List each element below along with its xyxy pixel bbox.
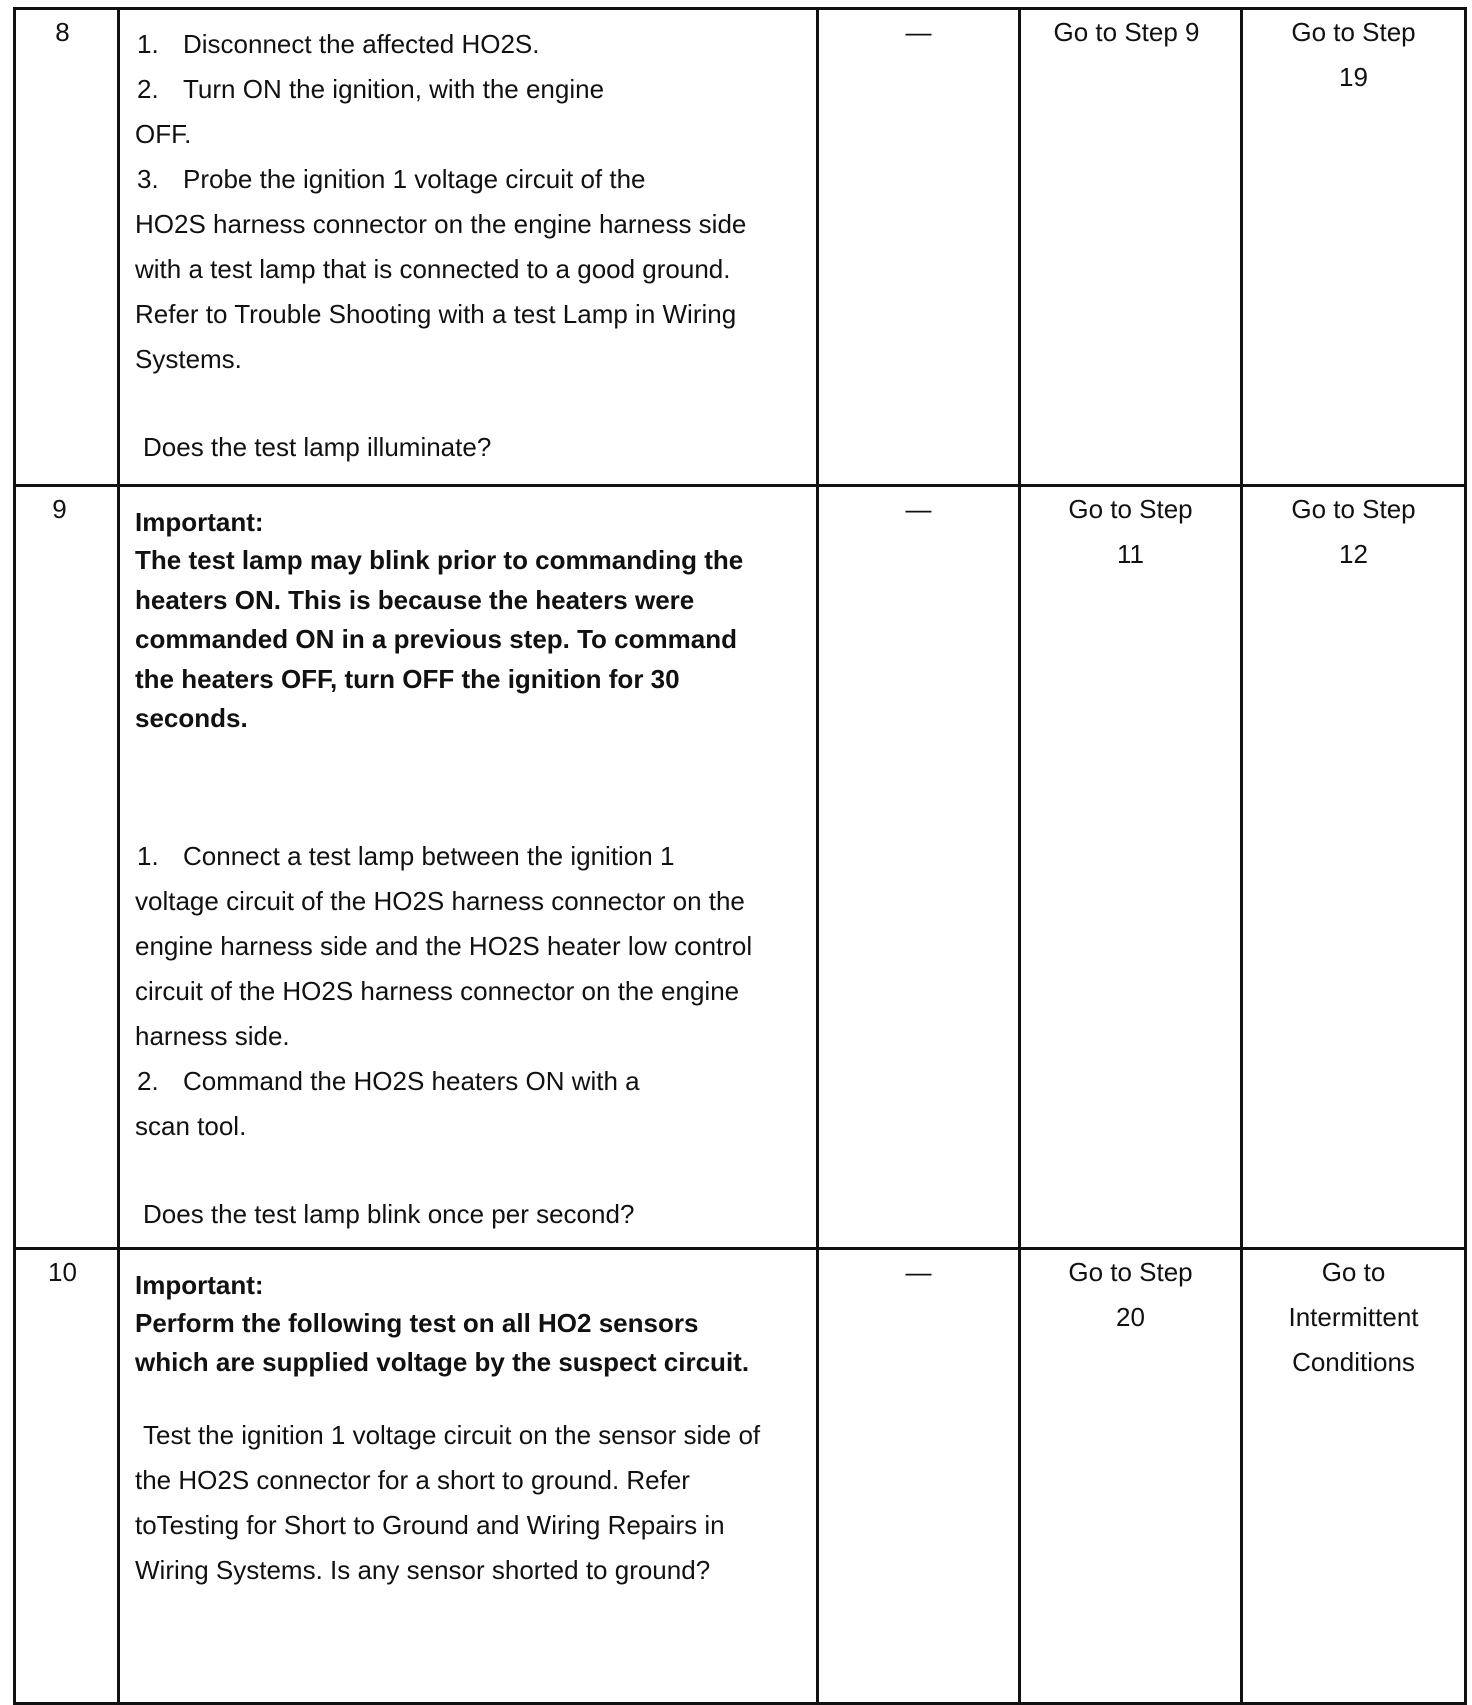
yes-action: Go to Step 9	[1053, 17, 1200, 47]
action-item: 1. Disconnect the affected HO2S.	[137, 29, 540, 59]
yes-action: Go to Step 11	[1068, 494, 1193, 569]
yes-cell	[1020, 1248, 1242, 1703]
important-text: The test lamp may blink prior to commanding the heaters ON. This is because the heaters were commanded ON in a previous step. To command the heaters OFF, turn OFF the ignition for 30 seconds.	[135, 545, 744, 733]
table-row-step-8	[15, 9, 1466, 486]
value-dash: —	[905, 1256, 932, 1287]
yes-cell	[1020, 486, 1242, 1249]
value-cell	[818, 9, 1020, 486]
table-row-step-10	[15, 1248, 1466, 1703]
important-label: Important:	[135, 1269, 264, 1300]
diagnostic-table	[13, 7, 1467, 1705]
yes-cell	[1020, 9, 1242, 486]
value-cell	[818, 1248, 1020, 1703]
step-number: 8	[55, 17, 70, 47]
action-cell	[119, 9, 818, 486]
action-item: 2. Turn ON the ignition, with the engine	[137, 74, 605, 104]
no-cell	[1242, 1248, 1466, 1703]
no-action: Go to Step 12	[1291, 494, 1416, 569]
step-question: Does the test lamp blink once per second?	[143, 1198, 635, 1229]
action-continuation: HO2S harness connector on the engine harness side with a test lamp that is connected to a good ground. Refer to Trouble Shooting with a test Lamp in Wiring Systems.	[135, 209, 747, 374]
important-label: Important:	[135, 507, 264, 537]
no-action: Go to Intermittent Conditions	[1288, 1256, 1419, 1377]
step-number: 10	[48, 1256, 77, 1287]
step-body-text: Test the ignition 1 voltage circuit on the sensor side of the HO2S connector for a short to ground. Refer toTesting for Short to Ground and Wiring Repairs in Wiring Systems. Is any sensor shorted to ground?	[135, 1419, 761, 1585]
step-number-cell	[15, 1248, 119, 1703]
action-cell	[119, 486, 818, 1249]
action-continuation: scan tool.	[135, 1110, 247, 1141]
action-item: 2. Command the HO2S heaters ON with a	[137, 1065, 640, 1096]
table-row-step-9	[15, 486, 1466, 1249]
step-number-cell	[15, 9, 119, 486]
yes-action: Go to Step 20	[1068, 1256, 1193, 1332]
step-number-cell	[15, 486, 119, 1249]
value-dash: —	[905, 17, 932, 47]
no-cell	[1242, 9, 1466, 486]
no-cell	[1242, 486, 1466, 1249]
step-question: Does the test lamp illuminate?	[143, 432, 492, 462]
action-item: 3. Probe the ignition 1 voltage circuit of the	[137, 164, 646, 194]
value-dash: —	[905, 494, 932, 524]
action-item: 1. Connect a test lamp between the ignition 1	[137, 840, 675, 871]
action-continuation: OFF.	[135, 119, 192, 149]
no-action: Go to Step 19	[1291, 17, 1416, 92]
value-cell	[818, 486, 1020, 1249]
step-number: 9	[52, 494, 67, 524]
action-cell	[119, 1248, 818, 1703]
action-continuation: voltage circuit of the HO2S harness connector on the engine harness side and the HO2S heater low control circuit of the HO2S harness connector on the engine harness side.	[135, 885, 753, 1051]
important-text: Perform the following test on all HO2 sensors which are supplied voltage by the suspect circuit.	[135, 1307, 750, 1377]
